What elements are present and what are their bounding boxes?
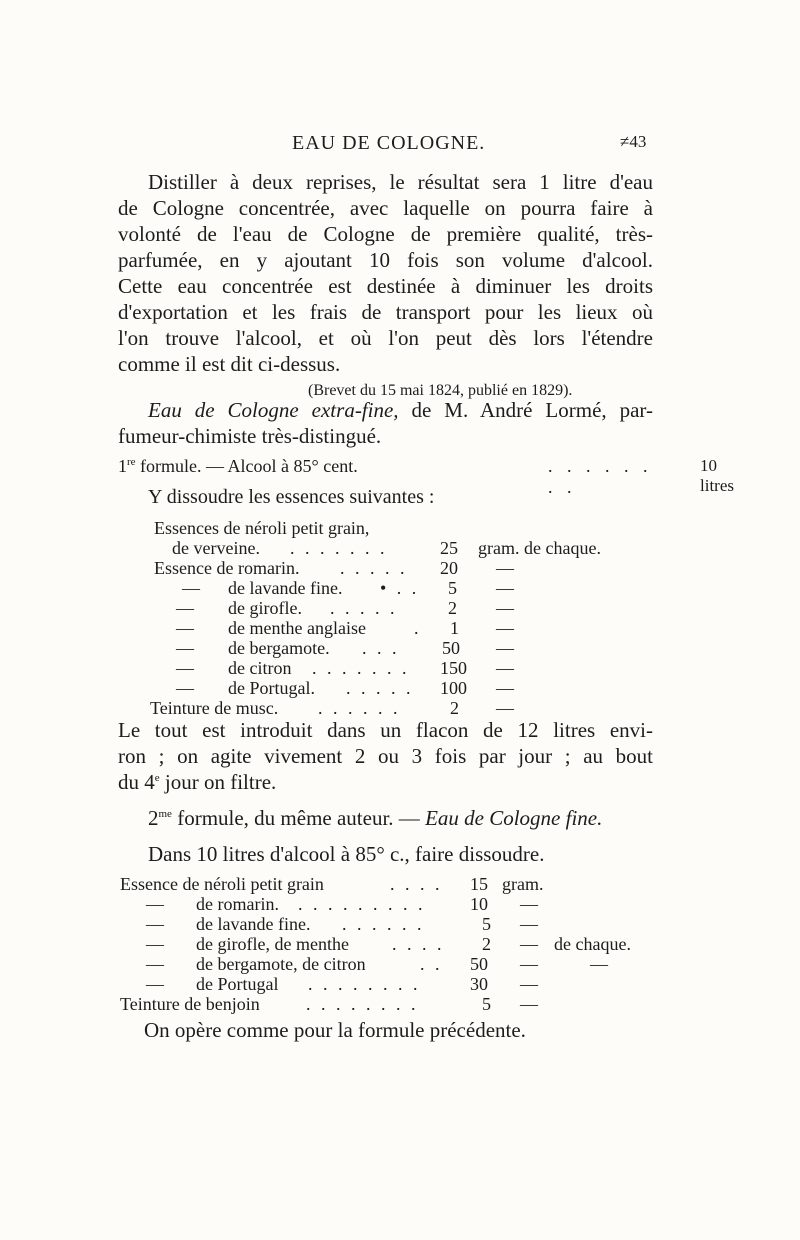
table-row (0, 598, 800, 620)
formula-text: formule. — Alcool à 85° cent. (135, 456, 358, 476)
table-cell-unit: — (496, 578, 514, 598)
table-cell-name: Teinture de musc. (150, 698, 279, 718)
dot-leader: . . . . . . . . (548, 456, 653, 497)
paragraph-line: Distiller à deux reprises, le résultat sera 1 litre d'eau (148, 170, 653, 194)
table-cell-qty: 2 (448, 598, 457, 618)
dot-leader: . . . . . . (342, 914, 425, 934)
table-cell-qty: 2 (482, 934, 491, 954)
table-cell-unit: — (520, 914, 538, 934)
table-cell-qty: 25 (440, 538, 458, 558)
formula-ordinal-sup: me (158, 808, 172, 820)
dot-leader: . . . . . (346, 678, 414, 698)
recipe-author: de M. André Lormé, par- (398, 398, 653, 422)
table-cell-unit: gram. de chaque. (478, 538, 601, 558)
table-cell-unit: gram. (502, 874, 544, 894)
paragraph-line: parfumée, en y ajoutant 10 fois son volume d'alcool. (118, 248, 653, 272)
table-header-row (0, 518, 800, 540)
paragraph-line: l'on trouve l'alcool, et où l'on peut dès lors l'étendre (118, 326, 653, 350)
table-cell-qty: 15 (470, 874, 488, 894)
dot-leader: . (414, 618, 422, 638)
table-cell-qty: 5 (448, 578, 457, 598)
table-cell-name: de girofle, de menthe (196, 934, 349, 954)
table-row (0, 578, 800, 600)
table-cell-name: Essences de néroli petit grain, (154, 518, 370, 538)
section-heading-line2: fumeur-chimiste très-distingué. (118, 424, 382, 448)
chapter-title: EAU DE COLOGNE. (292, 132, 486, 154)
table-cell-qty: 10 (470, 894, 488, 914)
table-row (0, 974, 800, 996)
section-heading (148, 398, 653, 423)
formula-quantity: 10 litres (700, 456, 734, 495)
dot-leader: . . . (362, 638, 400, 658)
table-row (0, 678, 800, 700)
table-row (0, 698, 800, 720)
table-cell-name: de verveine. (172, 538, 260, 558)
dot-leader: . . . . . . (318, 698, 401, 718)
table-cell-unit: — (496, 658, 514, 678)
paragraph-line: volonté de l'eau de Cologne de première qualité, très- (118, 222, 653, 246)
dot-leader: . . (420, 954, 443, 974)
dot-leader: . . . . . . . (290, 538, 388, 558)
table-cell-unit: — (520, 894, 538, 914)
page-number: ≠43 (620, 132, 647, 151)
paragraph-line: ron ; on agite vivement 2 ou 3 fois par jour ; au bout (118, 744, 653, 768)
table-cell-unit: — (496, 698, 514, 718)
table-cell-unit: — (520, 994, 538, 1014)
ditto-dash: — (182, 578, 200, 598)
paragraph-line (118, 770, 653, 795)
table-cell-name: de bergamote. (228, 638, 330, 658)
formula-ordinal: 1 (118, 456, 127, 476)
ditto-dash: — (176, 638, 194, 658)
ditto-dash: — (146, 894, 164, 914)
closing-line: On opère comme pour la formule précédente. (144, 1018, 526, 1042)
dot-leader: . . . . (390, 874, 443, 894)
dot-leader: . . . . . . . . (306, 994, 419, 1014)
text-fragment: jour on filtre. (159, 770, 277, 794)
table-cell-qty: 5 (482, 994, 491, 1014)
table-cell-name: Teinture de benjoin (120, 994, 260, 1014)
table-row (0, 934, 800, 956)
instruction-line: Dans 10 litres d'alcool à 85° c., faire dissoudre. (148, 842, 545, 866)
ditto-dash: — (146, 954, 164, 974)
recipe-name: Eau de Cologne fine. (425, 806, 603, 830)
table-cell-qty: 100 (440, 678, 467, 698)
table-row (0, 538, 800, 560)
formula-ordinal: 2 (148, 806, 159, 830)
dot-leader: . . . . . (340, 558, 408, 578)
ditto-dash: — (176, 658, 194, 678)
ditto-dash: — (176, 678, 194, 698)
table-cell-qty: 150 (440, 658, 467, 678)
table-row (0, 618, 800, 640)
table-cell-qty: 20 (440, 558, 458, 578)
table-row (0, 894, 800, 916)
formula-heading (148, 806, 653, 831)
table-cell-qty: 2 (450, 698, 459, 718)
table-cell-name: de girofle. (228, 598, 302, 618)
table-cell-name: de romarin. (196, 894, 279, 914)
table-cell-name: de menthe anglaise (228, 618, 366, 638)
table-cell-note: — (590, 954, 608, 974)
table-cell-name: de lavande fine. (196, 914, 311, 934)
table-cell-qty: 5 (482, 914, 491, 934)
dot-leader: . . . . . . . . (308, 974, 421, 994)
patent-citation: (Brevet du 15 mai 1824, publié en 1829). (308, 382, 573, 399)
instruction-line: Y dissoudre les essences suivantes : (148, 486, 435, 508)
table-cell-name: de citron (228, 658, 292, 678)
table-row (0, 558, 800, 580)
table-cell-note: de chaque. (554, 934, 631, 954)
paragraph-line: de Cologne concentrée, avec laquelle on pourra faire à (118, 196, 653, 220)
table-cell-name: de bergamote, de citron (196, 954, 366, 974)
formula-text: formule, du même auteur. — (171, 806, 426, 830)
table-row (0, 994, 800, 1016)
table-cell-name: de Portugal (196, 974, 279, 994)
dot-leader: . . . . . (330, 598, 398, 618)
running-header (0, 132, 800, 156)
paragraph-line: Le tout est introduit dans un flacon de 12 litres envi- (118, 718, 653, 742)
table-cell-name: de Portugal. (228, 678, 315, 698)
table-cell-name: Essence de néroli petit grain (120, 874, 324, 894)
dot-leader: . . . . . . . . . (298, 894, 426, 914)
ditto-dash: — (176, 598, 194, 618)
table-cell-qty: 50 (442, 638, 460, 658)
dot-leader: . . . . (392, 934, 445, 954)
dot-leader: • . . (380, 578, 420, 598)
ditto-dash: — (146, 974, 164, 994)
paragraph-line: comme il est dit ci-dessus. (118, 352, 341, 376)
table-row (0, 658, 800, 680)
text-fragment: du 4 (118, 770, 155, 794)
recipe-name: Eau de Cologne extra-fine, (148, 398, 399, 422)
table-row (0, 874, 800, 896)
table-cell-unit: — (496, 638, 514, 658)
superscript: e (154, 772, 160, 784)
table-cell-unit: — (496, 598, 514, 618)
table-cell-unit: — (520, 934, 538, 954)
table-cell-name: Essence de romarin. (154, 558, 300, 578)
table-cell-unit: — (496, 678, 514, 698)
table-cell-unit: — (496, 618, 514, 638)
table-row (0, 638, 800, 660)
table-cell-qty: 30 (470, 974, 488, 994)
table-cell-unit: — (496, 558, 514, 578)
table-cell-qty: 1 (450, 618, 459, 638)
formula-ordinal-sup: re (127, 456, 136, 468)
paragraph-line: d'exportation et les frais de transport pour les lieux où (118, 300, 653, 324)
table-cell-unit: — (520, 954, 538, 974)
ditto-dash: — (146, 914, 164, 934)
ditto-dash: — (146, 934, 164, 954)
table-cell-name: de lavande fine. (228, 578, 343, 598)
ditto-dash: — (176, 618, 194, 638)
paragraph-line: Cette eau concentrée est destinée à diminuer les droits (118, 274, 653, 298)
table-cell-qty: 50 (470, 954, 488, 974)
table-row (0, 954, 800, 976)
table-row (0, 914, 800, 936)
dot-leader: . . . . . . . (312, 658, 410, 678)
table-cell-unit: — (520, 974, 538, 994)
